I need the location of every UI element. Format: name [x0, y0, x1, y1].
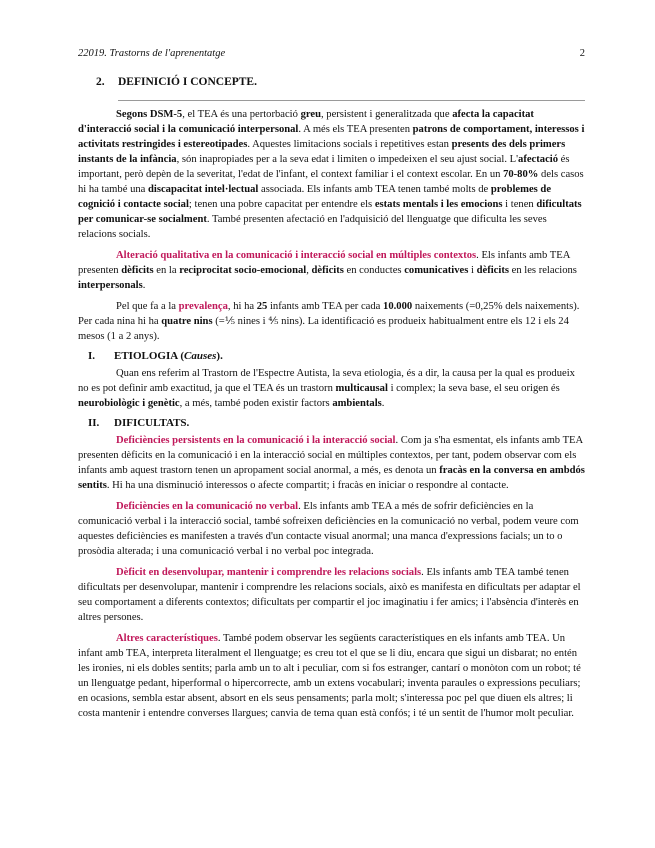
running-header: [78, 48, 585, 64]
paragraph-definition: Segons DSM-5, el TEA és una pertorbació greu, persistent i generalitzada que afecta la capacitat d'interacció social i la comunicació interpersonal. A més els TEA presenten patrons de comportament, interessos i activitats restringides i estereotipades. Aquestes limitacions socials i repetitives estan presents des dels primers instants de la infància, són inapropiades per a la seva edat i limiten o impedeixen el seu ajust social. L'afectació és important, però depèn de la severitat, l'edat de l'infant, el context familiar i el context escolar. En un 70-80% dels casos hi ha també una discapacitat intel·lectual associada. Els infants amb TEA tenen també molts de problemes de cognició i contacte social; tenen una pobre capacitat per entendre els estats mentals i les emocions i tenen dificultats per comunicar-se socialment. També presenten afectació en l'adquisició del llenguatge que dificulta les seves relacions socials.: [78, 109, 585, 240]
paragraph-communication-deficiencies: Deficiències persistents en la comunicació i la interacció social. Com ja s'ha esmentat, els infants amb TEA presenten dèficits en la comunicació i en la interacció social en múltiples contextos, per tant, podem observar com els infants amb aquest trastorn tenen un apropament social anormal, a més, es denota un fracàs en la conversa en ambdós sentits. Hi ha una disminució interessos o afecte compartit; i fracàs en iniciar o respondre al contacte.: [78, 435, 585, 491]
section-number: 2.: [96, 76, 105, 88]
paragraph-nonverbal-deficiencies: Deficiències en la comunicació no verbal. Els infants amb TEA a més de sofrir deficiències en la comunicació verbal i la interacció social, també sofreixen deficiències en la comunicació no verbal, podem veure com aquestes deficiències es manifesten a través d'un contacte visual anormal; una manca d'expressions facials; un to o prosòdia alterada; i una comunicació verbal i no verbal poc integrada.: [78, 501, 579, 557]
paragraph-etiology: Quan ens referim al Trastorn de l'Espectre Autista, la seva etiologia, és a dir, la causa per la qual es produeix no es pot definir amb exactitud, ja que el TEA és un trastorn multicausal i complex; la seva base, el seu origen és neurobiològic i genètic, a més, també poden existir factors ambientals.: [78, 368, 575, 409]
header-page-number: 2: [579, 48, 585, 59]
paragraph-other-characteristics: Altres característiques. També podem observar les següents característiques en els infants amb TEA. Un infant amb TEA, interpreta literalment el llenguatge; es creu tot el que se li diu, encara que sigui un disbarat; no entén les ironies, ni els dobles sentits; parla amb un to alt i peculiar, com si fos estranger, cantarí o monòton com un robot; té un llenguatge pedant, hiperformal o hipercorrecte, amb un extens vocabulari; inventa paraules o expressions peculiars; en ocasions, sembla estar absent, absort en els seus pensaments; parla molt; s'interessa poc pel que diuen els altres; li costa mantenir i entendre converses llargues; canvia de tema quan està confós; i té un sentit de l'humor molt peculiar.: [78, 633, 581, 719]
section-divider: [118, 100, 585, 101]
subheading-difficulties: II. DIFICULTATS.: [88, 417, 190, 429]
paragraph-social-relations-deficit: Dèficit en desenvolupar, mantenir i comprendre les relacions socials. Els infants amb TEA també tenen dificultats per desenvolupar, mantenir i comprendre les relacions socials, això es manifesta en dificultats per adaptar el seu comportament a diferents contextos; dificultats per compartir el joc imaginatiu i fer amics; i l'absència d'interès en altres persones.: [78, 567, 581, 623]
paragraph-qualitative-alteration: Alteració qualitativa en la comunicació i interacció social en múltiples contextos. Els infants amb TEA presenten dèficits en la reciprocitat socio-emocional, dèficits en conductes comunicatives i dèficits en les relacions interpersonals.: [78, 250, 577, 291]
subheading-etiology: I. ETIOLOGIA (Causes).: [88, 350, 223, 362]
section-title: DEFINICIÓ I CONCEPTE.: [118, 76, 257, 88]
header-course-title: 22019. Trastorns de l'aprenentatge: [78, 48, 226, 59]
paragraph-prevalence: Pel que fa a la prevalença, hi ha 25 infants amb TEA per cada 10.000 naixements (=0,25% dels naixements). Per cada nina hi ha quatre nins (=⅕ nines i ⅘ nins). La identificació es produeix habitualment entre els 12 i els 24 mesos (1 a 2 anys).: [78, 301, 580, 342]
section-heading: [96, 76, 585, 88]
